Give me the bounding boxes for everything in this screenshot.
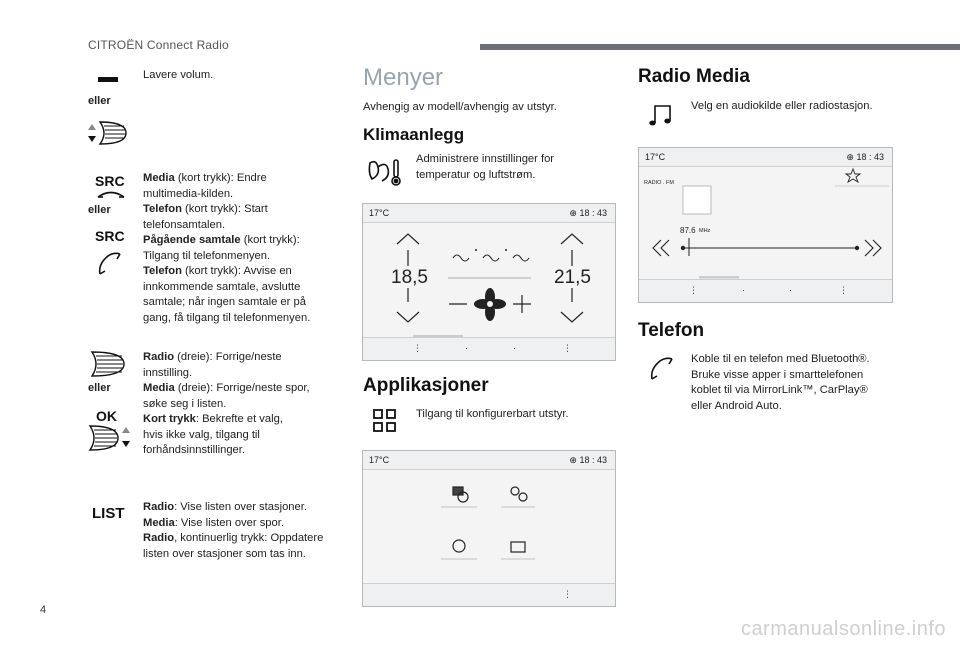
eller-label: eller bbox=[88, 204, 111, 216]
ok-key-text: OK bbox=[96, 408, 117, 424]
climate-icon bbox=[366, 157, 404, 187]
clock: ⊕ 18 : 43 bbox=[846, 152, 884, 162]
outside-temp: 17°C bbox=[369, 455, 390, 465]
watermark: carmanualsonline.info bbox=[740, 618, 946, 640]
screen-status-bar bbox=[639, 148, 892, 167]
outside-temp: 17°C bbox=[645, 152, 666, 162]
app-text: Tilgang til konfigurerbart utstyr. bbox=[416, 408, 569, 420]
clock: ⊕ 18 : 43 bbox=[569, 208, 607, 218]
screen-bottom-bar: ⋮ · · ⋮ bbox=[639, 279, 892, 302]
screen-bottom-bar: ⋮ bbox=[363, 583, 615, 606]
scroll-wheel-icon bbox=[86, 120, 130, 146]
apps-grid-icon bbox=[372, 408, 398, 434]
telefon-text: Koble til en telefon med Bluetooth®. Bruke visse apper i smarttelefonen koblet til via MirrorLink™, CarPlay® eller Android Auto. bbox=[691, 353, 870, 412]
outside-temp: 17°C bbox=[369, 208, 390, 218]
vol-text: Lavere volum. bbox=[143, 69, 214, 81]
src-key-text-2: SRC bbox=[95, 228, 125, 244]
running-header: CITROËN Connect Radio bbox=[88, 38, 229, 52]
klima-heading: Klimaanlegg bbox=[363, 125, 465, 144]
app-heading: Applikasjoner bbox=[363, 375, 489, 396]
telefon-heading: Telefon bbox=[638, 320, 705, 341]
band-label: RADIO . FM bbox=[644, 180, 674, 186]
src-key-text: SRC bbox=[95, 173, 125, 189]
radio-tuner[interactable] bbox=[639, 166, 892, 280]
menyer-title: Menyer bbox=[363, 64, 444, 91]
eller-label: eller bbox=[88, 382, 111, 394]
clock: ⊕ 18 : 43 bbox=[569, 455, 607, 465]
klima-text: Administrere innstillinger for temperatur og luftstrøm. bbox=[416, 153, 555, 181]
radio-description: Radio (dreie): Forrige/neste innstilling. Media (dreie): Forrige/neste spor, søke seg i listen. Kort trykk: Bekrefte et valg, hvis ikke valg, tilgang til forhåndsinnstillinger. bbox=[143, 351, 310, 456]
temp-left[interactable]: 18,5 bbox=[391, 267, 428, 288]
music-note-icon bbox=[648, 103, 674, 127]
eller-label: eller bbox=[88, 95, 111, 107]
list-key-text: LIST bbox=[92, 505, 125, 522]
phone-pickup-icon bbox=[96, 190, 126, 200]
app-tiles[interactable] bbox=[363, 469, 615, 587]
frequency-value: 87.6 bbox=[680, 226, 696, 235]
header-bar bbox=[480, 44, 960, 50]
temp-right[interactable]: 21,5 bbox=[554, 267, 591, 288]
list-description: Radio: Vise listen over stasjoner. Media: Vise listen over spor. Radio, kontinuerlig trykk: Oppdatere listen over stasjoner som tas inn. bbox=[143, 501, 324, 560]
screen-status-bar bbox=[363, 451, 615, 470]
menyer-subtitle: Avhengig av modell/avhengig av utstyr. bbox=[363, 101, 557, 113]
page-number: 4 bbox=[40, 604, 47, 616]
screen-status-bar bbox=[363, 204, 615, 223]
frequency-unit: MHz bbox=[699, 228, 711, 234]
volume-minus-icon bbox=[98, 77, 118, 82]
ok-wheel-icon bbox=[88, 424, 132, 452]
thumbwheel-icon bbox=[90, 350, 128, 378]
phone-handset-icon bbox=[96, 250, 124, 278]
radio-screen bbox=[638, 147, 893, 303]
src-description: Media (kort trykk): Endre multimedia-kilden. Telefon (kort trykk): Start telefonsamtalen. Pågående samtale (kort trykk): Tilgang til telefonmenyen. Telefon (kort trykk): Avvise en innkommende samtale, avslutte samtale; når ingen samtale er på gang, få tilgang til telefonmenyen. bbox=[143, 172, 311, 324]
radio-media-heading: Radio Media bbox=[638, 66, 750, 87]
apps-screen bbox=[362, 450, 616, 607]
climate-screen bbox=[362, 203, 616, 361]
radio-media-text: Velg en audiokilde eller radiostasjon. bbox=[691, 100, 873, 112]
phone-handset-icon bbox=[648, 355, 676, 383]
screen-bottom-bar: ⋮ · · ⋮ bbox=[363, 337, 615, 360]
